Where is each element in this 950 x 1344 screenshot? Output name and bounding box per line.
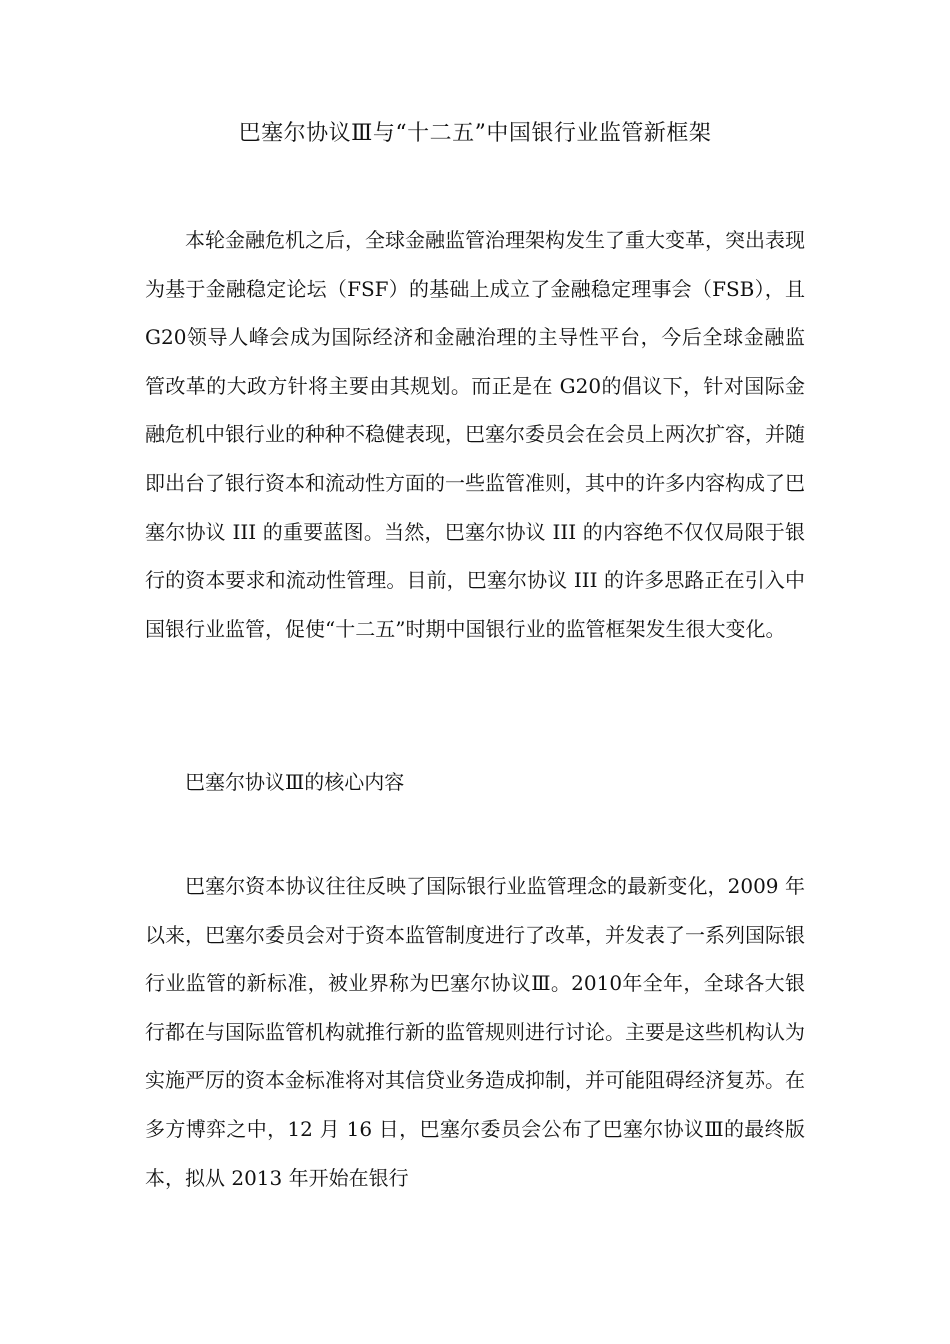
core-content-paragraph: 巴塞尔资本协议往往反映了国际银行业监管理念的最新变化，2009 年以来，巴塞尔委员会对于资本监管制度进行了改革，并发表了一系列国际银行业监管的新标准，被业界称为巴塞尔协议Ⅲ。2010年全年，全球各大银行都在与国际监管机构就推行新的监管规则进行讨论。主要是这些机构认为实施严厉的资本金标准将对其信贷业务造成抑制，并可能阻碍经济复苏。在多方博弈之中，12 月 16 日，巴塞尔委员会公布了巴塞尔协议Ⅲ的最终版本，拟从 2013 年开始在银行 — [145, 874, 805, 1190]
document-title: 巴塞尔协议Ⅲ与“十二五”中国银行业监管新框架 — [238, 121, 712, 146]
intro-paragraph: 本轮金融危机之后，全球金融监管治理架构发生了重大变革，突出表现为基于金融稳定论坛（FSF）的基础上成立了金融稳定理事会（FSB），且G20领导人峰会成为国际经济和金融治理的主导性平台，今后全球金融监管改革的大政方针将主要由其规划。而正是在 G20的倡议下，针对国际金融危机中银行业的种种不稳健表现，巴塞尔委员会在会员上两次扩容，并随即出台了银行资本和流动性方面的一些监管准则，其中的许多内容构成了巴塞尔协议 III 的重要蓝图。当然，巴塞尔协议 III 的内容绝不仅仅局限于银行的资本要求和流动性管理。目前，巴塞尔协议 III 的许多思路正在引入中国银行业监管，促使“十二五”时期中国银行业的监管框架发生很大变化。 — [145, 228, 805, 641]
section-heading: 巴塞尔协议Ⅲ的核心内容 — [185, 770, 405, 794]
